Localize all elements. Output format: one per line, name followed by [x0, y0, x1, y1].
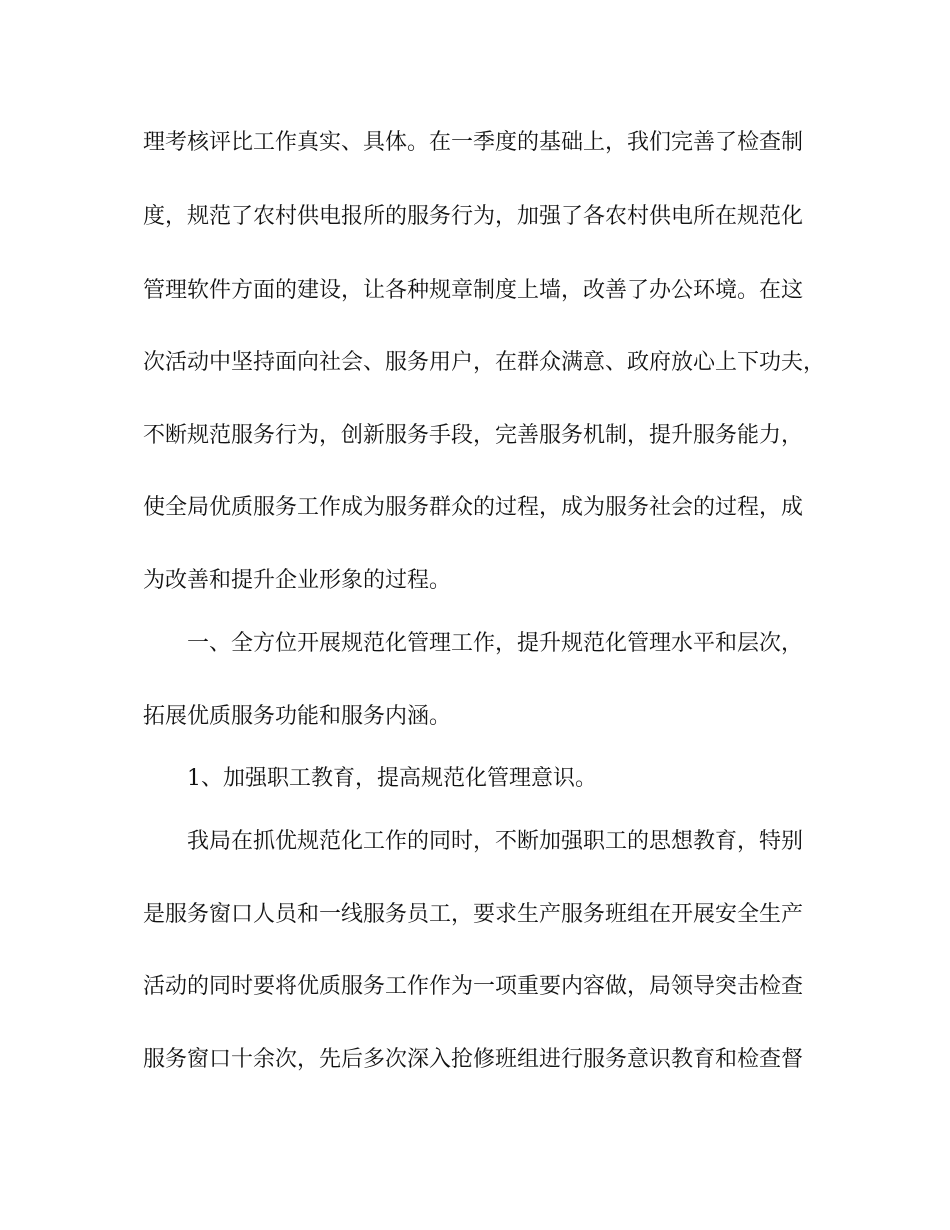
paragraph-line: 使全局优质服务工作成为服务群众的过程，成为服务社会的过程，成: [143, 495, 804, 520]
paragraph-line: 服务窗口十余次，先后多次深入抢修班组进行服务意识教育和检查督: [143, 1047, 804, 1072]
section-heading-line: 拓展优质服务功能和服务内涵。: [143, 704, 452, 729]
paragraph-line: 我局在抓优规范化工作的同时，不断加强职工的思想教育，特别: [187, 829, 804, 854]
paragraph-line: 为改善和提升企业形象的过程。: [143, 568, 452, 593]
paragraph-line: 理考核评比工作真实、具体。在一季度的基础上，我们完善了检查制: [143, 130, 804, 155]
paragraph-line: 活动的同时要将优质服务工作作为一项重要内容做，局领导突击检查: [143, 974, 804, 999]
paragraph-line: 度，规范了农村供电报所的服务行为，加强了各农村供电所在规范化: [143, 204, 804, 229]
section-heading-line: 一、全方位开展规范化管理工作，提升规范化管理水平和层次，: [187, 631, 804, 656]
paragraph-line: 管理软件方面的建设，让各种规章制度上墙，改善了办公环境。在这: [143, 278, 804, 303]
subsection-heading: 1、加强职工教育，提高规范化管理意识。: [187, 766, 597, 791]
paragraph-line: 是服务窗口人员和一线服务员工，要求生产服务班组在开展安全生产: [143, 902, 804, 927]
paragraph-line: 次活动中坚持面向社会、服务用户，在群众满意、政府放心上下功夫，: [143, 350, 826, 375]
paragraph-line: 不断规范服务行为，创新服务手段，完善服务机制，提升服务能力，: [143, 423, 804, 448]
